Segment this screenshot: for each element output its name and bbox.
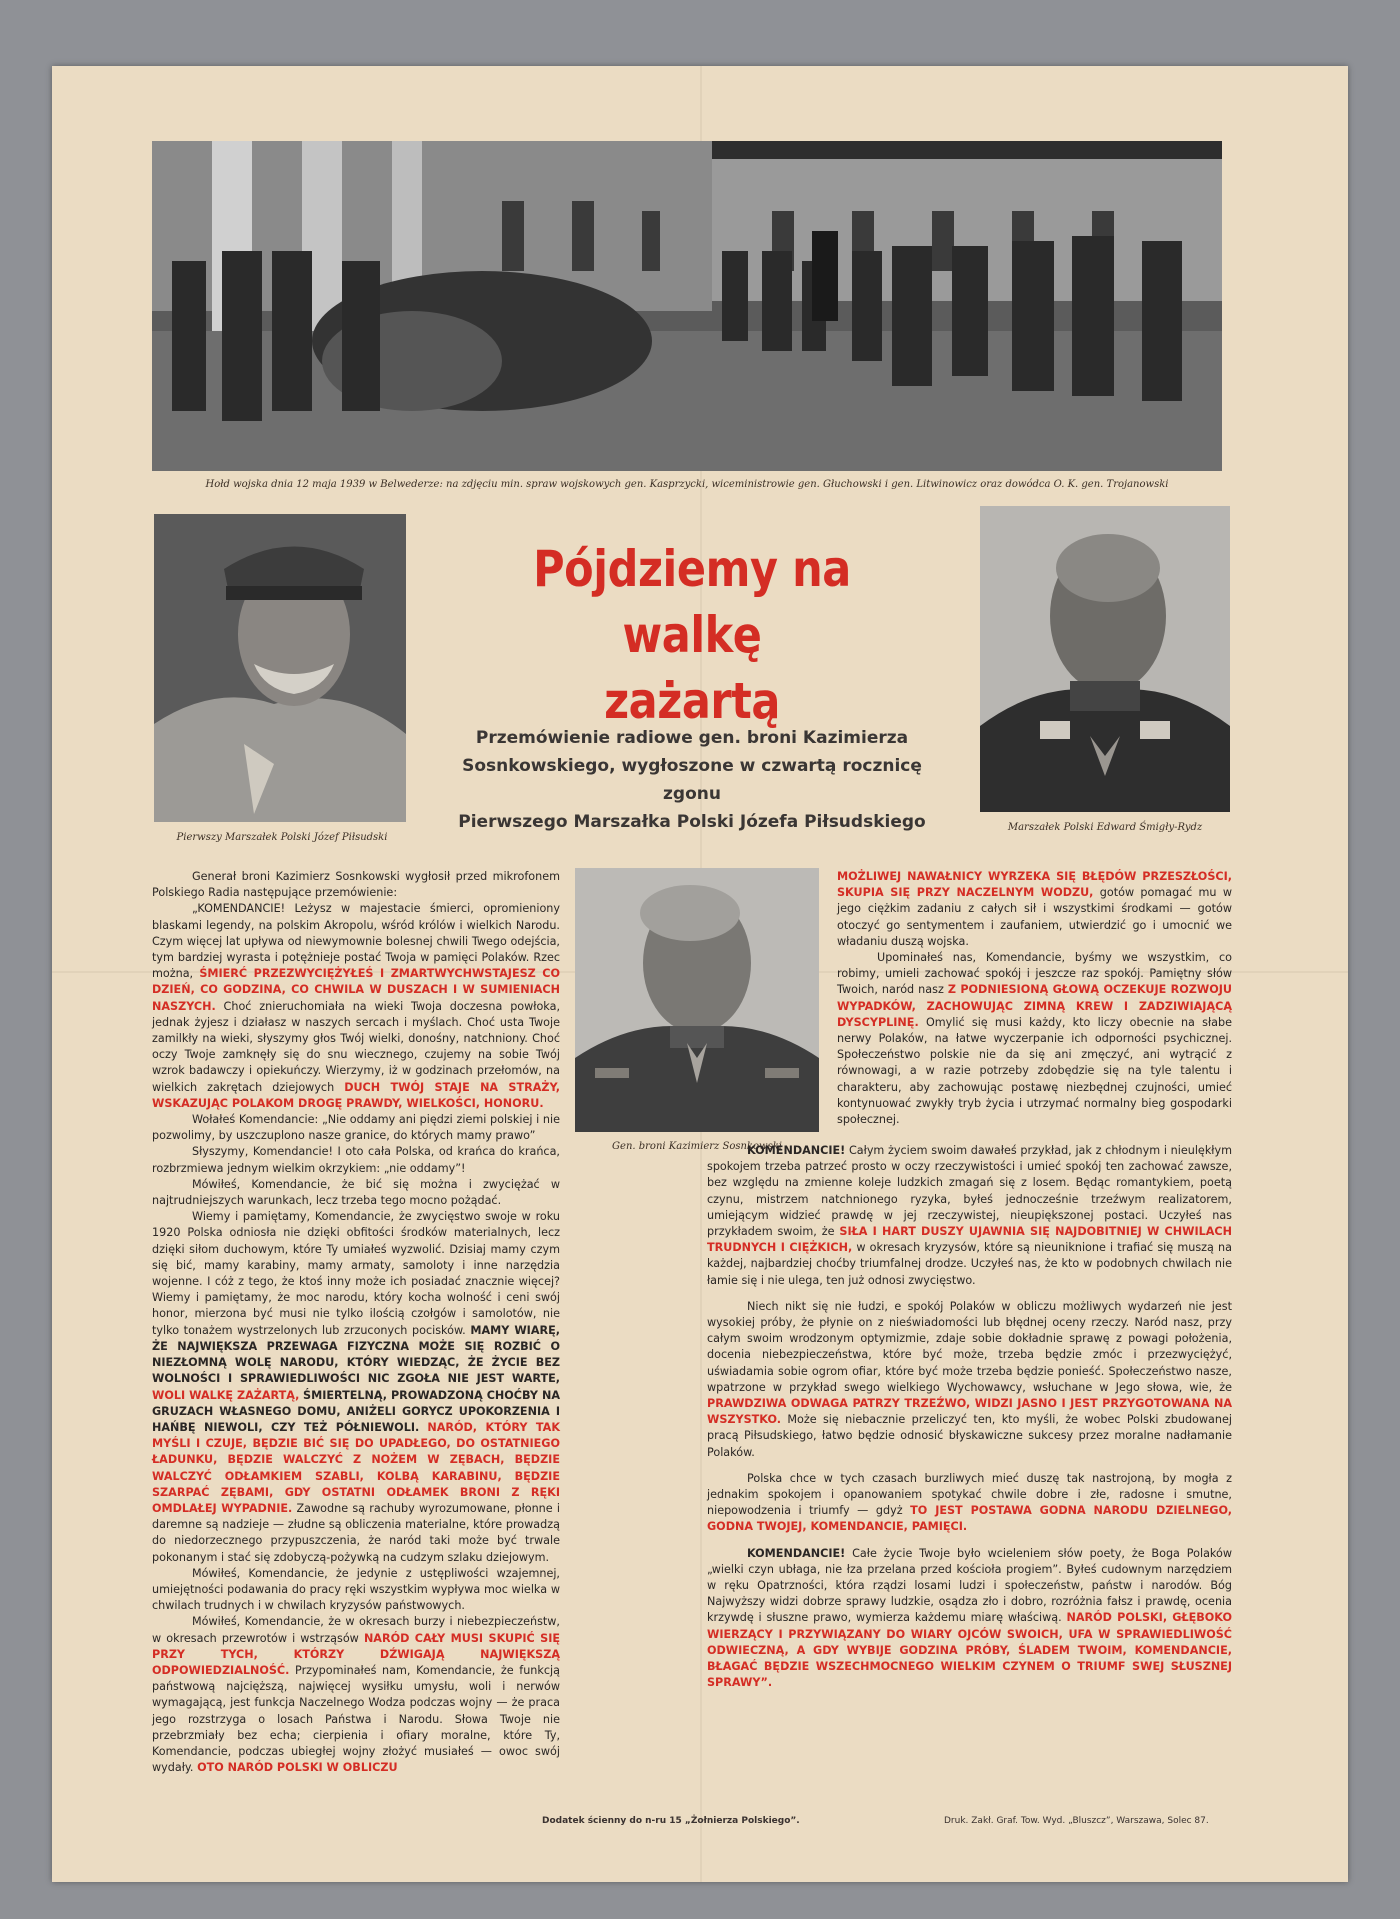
subtitle-line-3: Pierwszego Marszałka Polski Józefa Piłsudskiego	[458, 812, 926, 832]
title-line-1: Pójdziemy na walkę	[533, 540, 851, 664]
poster-title	[468, 536, 915, 734]
speech-highlight: OTO NARÓD POLSKI W OBLICZU	[197, 1761, 398, 1775]
footer-printer-note: Druk. Zakł. Graf. Tow. Wyd. „Bluszcz”, Warszawa, Solec 87.	[944, 1816, 1209, 1826]
speech-paragraph-11	[707, 1299, 1232, 1461]
speech-highlight: TO JEST POSTAWA GODNA NARODU DZIELNEGO, GODNA TWOJEJ, KOMENDANCIE, PAMIĘCI.	[707, 1504, 1232, 1534]
speech-text: „KOMENDANCIE! Leżysz w majestacie śmierci, opromieniony blaskami legendy, na polskim Akropolu, wśród królów i wielkich Narodu. Czym więcej lat upływa od niewymownie bolesnej chwili Twego odejścia, tym bardziej wyrasta i potężnieje postać Twoja w pamięci Polaków. Rzec można,	[152, 902, 560, 981]
pilsudski-portrait	[154, 514, 406, 822]
intro-paragraph	[152, 869, 560, 901]
speech-text: Słyszymy, Komendancie! I oto cała Polska, od krańca do krańca, rozbrzmiewa jednym wielkim okrzykiem: „nie oddamy”!	[152, 1145, 560, 1175]
pilsudski-caption: Pierwszy Marszałek Polski Józef Piłsudski	[176, 832, 388, 843]
speech-paragraph-3	[152, 1144, 560, 1176]
speech-paragraph-2	[152, 1112, 560, 1144]
intro-text: Generał broni Kazimierz Sosnkowski wygłosił przed mikrofonem Polskiego Radia następujące przemówienie:	[152, 870, 560, 900]
speech-text: Mówiłeś, Komendancie, że w okresach burzy i niebezpieczeństw, w okresach przewrotów i wstrząsów	[152, 1615, 560, 1645]
speech-column-right-bottom	[707, 1143, 1232, 1692]
speech-paragraph-13	[707, 1546, 1232, 1692]
ceremony-photo-caption: Hołd wojska dnia 12 maja 1939 w Belwederze: na zdjęciu min. spraw wojskowych gen. Kasprzycki, wiceministrowie gen. Głuchowski i gen. Litwinowicz oraz dowódca O. K. gen. Trojanowski	[205, 479, 1169, 490]
sosnkowski-portrait	[575, 868, 819, 1132]
speech-paragraph-1	[152, 901, 560, 1112]
speech-text: Choć znieruchomiała na wieki Twoja doczesna powłoka, jednak żyjesz i działasz w naszych sercach i myślach. Choć usta Twoje zamilkły na wieki, słyszymy głos Twój wielki, donośny, natchniony. Choć oczy Twoje zamknęły się do snu wiecznego, czujemy na sobie Twój wzrok badawczy i opiekuńczy. Wierzymy, iż w godzinach przełomów, na wielkich zakrętach dziejowych	[152, 999, 561, 1094]
speech-paragraph-12	[707, 1471, 1232, 1536]
smigly-rydz-caption: Marszałek Polski Edward Śmigły-Rydz	[1007, 822, 1203, 833]
speech-bold: KOMENDANCIE!	[747, 1144, 846, 1157]
speech-text: Upominałeś nas, Komendancie, byśmy we wszystkim, co robimy, umieli zachować spokój i jeszcze raz spokój. Pamiętny słów Twoich, naród nasz	[837, 951, 1232, 997]
smigly-rydz-portrait	[980, 506, 1230, 812]
subtitle-line-2: Sosnkowskiego, wygłoszone w czwartą rocznicę zgonu	[462, 756, 922, 804]
speech-highlight: NARÓD, KTÓRY TAK MYŚLI I CZUJE, BĘDZIE BIĆ SIĘ DO UPADŁEGO, DO OSTATNIEGO ŁADUNKU, BĘDZIE WALCZYĆ Z NOŻEM W ZĘBACH, BĘDZIE WALCZYĆ ODŁAMKIEM SZABLI, KOLBĄ KARABINU, BĘDZIE SZARPAĆ ZĘBAMI, GDY OSTATNI ODŁAMEK BRONI Z RĘKI OMDLAŁEJ WYPADNIE.	[152, 1420, 560, 1515]
speech-highlight: Z PODNIESIONĄ GŁOWĄ OCZEKUJE ROZWOJU WYPADKÓW, ZACHOWUJĄC ZIMNĄ KREW I ZADZIWIAJĄCĄ DYSCYPLINĘ.	[837, 983, 1232, 1029]
subtitle-line-1: Przemówienie radiowe gen. broni Kazimierza	[475, 728, 909, 748]
speech-highlight: WOLI WALKĘ ZAŻARTĄ,	[152, 1388, 300, 1402]
speech-paragraph-4	[152, 1177, 560, 1209]
sosnkowski-portrait-graphic	[575, 868, 819, 1132]
speech-text: Może się niebacznie przeliczyć ten, kto myśli, że wobec Polski zbudowanej pracą Piłsudskiego, łatwo będzie odnosić błyskawiczne sukcesy przez moralne nadłamanie Polaków.	[707, 1413, 1232, 1459]
sosnkowski-caption: Gen. broni Kazimierz Sosnkowski	[612, 1141, 782, 1152]
speech-text: Całym życiem swoim dawałeś przykład, jak z chłodnym i nieulękłym spokojem trzeba patrzeć prosto w oczy rzeczywistości i umieć spokój ten zachować zawsze, bez względu na zmienne koleje ludzkich zmagań się z losem. Będąc romantykiem, poetą czynu, mistrzem natchnionego ryzyka, byłeś jednocześnie trzeźwym realizatorem, umiejącym widzieć prawdę w jej rzeczywistej, nieupiększonej postaci. Uczyłeś nas przykładem swoim, że	[707, 1144, 1232, 1239]
speech-highlight: PRAWDZIWA ODWAGA PATRZY TRZEŹWO, WIDZI JASNO I JEST PRZYGOTOWANA NA WSZYSTKO.	[707, 1397, 1232, 1427]
speech-paragraph-7	[152, 1614, 560, 1776]
poster-subtitle	[432, 724, 952, 836]
speech-text: Mówiłeś, Komendancie, że bić się można i zwyciężać w najtrudniejszych warunkach, lecz trzeba tego mocno pożądać.	[152, 1177, 560, 1208]
speech-text: Wołałeś Komendancie: „Nie oddamy ani piędzi ziemi polskiej i nie pozwolimy, by uszczuplono nasze granice, do których mamy prawo”	[152, 1113, 560, 1143]
speech-text: Całe życie Twoje było wcieleniem słów poety, że Boga Polaków „wielki czyn ubłaga, nie łza przelana przed kościoła progiem”. Byłeś cudownym narzędziem w ręku Opatrzności, która rządzi losami ludzi i społeczeństw, państw i narodów. Bóg Najwyższy widzi dobrze sprawy ludzkie, osądza zło i dobro, rozróżnia fałsz i prawdę, ocenia krzywdę i słuszne prawo, wymierza każdemu miarę właściwą.	[707, 1546, 1232, 1625]
speech-bold: ŚMIERTELNĄ, PROWADZONĄ CHOĆBY NA GRUZACH WŁASNEGO DOMU, ANIŻELI GORYCZ UPOKORZENIA I HAŃBĘ NIEWOLI, CZY TEŻ PÓŁNIEWOLI.	[152, 1388, 560, 1434]
title-line-2: zażartą	[604, 672, 780, 730]
speech-text: Przypominałeś nam, Komendancie, że funkcją państwową najcięższą, najwięcej wysiłku umysłu, woli i nerwów wymagającą, jest funkcja Naczelnego Wodza podczas wojny — że praca jego rozstrzyga o losach Państwa i Narodu. Słowa Twoje nie przebrzmiały bez echa; cierpienia i ofiary moralne, które Ty, Komendancie, podczas ubiegłej wojny złożyć musiałeś — owoc swój wydały.	[152, 1663, 560, 1775]
pilsudski-portrait-graphic	[154, 514, 406, 822]
speech-text: Polska chce w tych czasach burzliwych mieć duszę tak nastrojoną, by mogła z jednakim spokojem i opanowaniem spotykać chwile dobre i złe, radosne i smutne, niepowodzenia i triumfy — gdyż	[707, 1471, 1232, 1518]
speech-text: Omylić się musi każdy, kto liczy obecnie na słabe nerwy Polaków, na łatwe wyczerpanie ich odporności psychicznej. Społeczeństwo polskie nie da się ani zmęczyć, ani wytrącić z równowagi, a w razie potrzeby zdobędzie się na tyle talentu i charakteru, aby zachowując postawę niezbędnej czujności, umieć kontynuować zwykły tryb życia i utrzymać normalny bieg gospodarki społecznej.	[837, 1015, 1232, 1127]
ceremony-photo	[152, 141, 1222, 471]
footer-supplement-note: Dodatek ścienny do n-ru 15 „Żołnierza Polskiego”.	[542, 1816, 800, 1826]
speech-paragraph-10	[707, 1143, 1232, 1289]
speech-text: Mówiłeś, Komendancie, że jedynie z ustępliwości wzajemnej, umiejętności podawania do pracy ręki wszystkim wypływa moc wielka w chwilach trudnych i w chwilach kryzysów państwowych.	[152, 1566, 560, 1613]
speech-bold: MAMY WIARĘ, ŻE NAJWIĘKSZA PRZEWAGA FIZYCZNA MOŻE SIĘ ROZBIĆ O NIEZŁOMNĄ WOLĘ NARODU, KTÓRY WIEDZĄC, ŻE ŻYCIE BEZ WOLNOŚCI I SPRAWIEDLIWOŚCI NIC ZGOŁA NIE JEST WARTE,	[152, 1323, 561, 1386]
speech-paragraph-6	[152, 1566, 560, 1615]
speech-column-left	[152, 869, 560, 1776]
smigly-rydz-portrait-graphic	[980, 506, 1230, 812]
speech-text: gotów pomagać mu w jego ciężkim zadaniu z całych sił i wszystkimi środkami — gotów otoczyć go sentymentem i zaufaniem, utwierdzić go i umocnić we władaniu duszą wojska.	[837, 886, 1232, 948]
speech-text: Zawodne są rachuby wyrozumowane, płonne i daremne są nadzieje — złudne są obliczenia materialne, które prowadzą do niedorzecznego przypuszczenia, że naród taki może być trwale pokonanym i stać się zdobyczą-pożywką na cudzym szlaku dziejowym.	[152, 1501, 561, 1564]
speech-highlight: ŚMIERĆ PRZEZWYCIĘŻYŁEŚ I ZMARTWYCHWSTAJESZ CO DZIEŃ, CO GODZINA, CO CHWILA W DUSZACH I W SUMIENIACH NASZYCH.	[152, 967, 560, 1013]
speech-highlight: MOŻLIWEJ NAWAŁNICY WYRZEKA SIĘ BŁĘDÓW PRZESZŁOŚCI, SKUPIA SIĘ PRZY NACZELNYM WODZU,	[837, 870, 1232, 900]
speech-text: Wiemy i pamiętamy, Komendancie, że zwycięstwo swoje w roku 1920 Polska odniosła nie dzięki obfitości środków materialnych, lecz dzięki siłom duchowym, które Ty umiałeś wyzwolić. Dzisiaj mamy czym się bić, mamy karabiny, mamy armaty, samoloty i inne narzędzia wojenne. I cóż z tego, że ktoś inny może ich posiadać znacznie więcej? Wiemy i pamiętamy, że moc narodu, który kocha wolność i ceni swój honor, mierzona być musi nie tylko ilością czołgów i samolotów, nie tylko tonażem wystrzelonych lub zrzuconych pocisków.	[152, 1210, 560, 1337]
speech-bold: KOMENDANCIE!	[747, 1546, 846, 1560]
speech-paragraph-9	[837, 950, 1232, 1128]
speech-highlight: NARÓD POLSKI, GŁĘBOKO WIERZĄCY I PRZYWIĄZANY DO WIARY OJCÓW SWOICH, UFA W SPRAWIEDLIWOŚĆ ODWIECZNĄ, A GDY WYBIJE GODZINA PRÓBY, ŚLADEM TWOIM, KOMENDANCIE, BŁAGAĆ BĘDZIE WSZECHMOCNEGO WIELKIM CZYNEM O TRIUMF SWEJ SŁUSZNEJ SPRAWY”.	[707, 1611, 1232, 1690]
speech-highlight: DUCH TWÓJ STAJE NA STRAŻY, WSKAZUJĄC POLAKOM DROGĘ PRAWDY, WIELKOŚCI, HONORU.	[152, 1080, 560, 1110]
speech-text: w okresach kryzysów, które są nieuniknione i trafiać się muszą na każdej, najbardziej choćby triumfalnej drodze. Uczyłeś nas, że kto w podobnych chwilach nie łamie się i nie ulega, ten już odnosi zwycięstwo.	[707, 1241, 1232, 1287]
speech-text: Niech nikt się nie łudzi, e spokój Polaków w obliczu możliwych wydarzeń nie jest wysokiej próby, że płynie on z nieświadomości lub błędnej oceny rzeczy. Naród nasz, przy całym swoim wrodzonym optymizmie, zdaje sobie dokładnie sprawę z powagi położenia, docenia niebezpieczeństwa, które być może, trzeba będzie zmóc i przezwyciężyć, uświadamia sobie ogrom ofiar, które być może trzeba będzie ponieść. Społeczeństwo nasze, wpatrzone w przykład swego wielkiego Wychowawcy, wsłuchane w Jego słowa, wie, że	[707, 1299, 1232, 1394]
speech-highlight: SIŁA I HART DUSZY UJAWNIA SIĘ NAJDOBITNIEJ W CHWILACH TRUDNYCH I CIĘŻKICH,	[707, 1225, 1232, 1255]
poster-sheet	[52, 66, 1348, 1882]
ceremony-photo-graphic	[152, 141, 1222, 471]
speech-paragraph-8	[837, 869, 1232, 950]
speech-highlight: NARÓD CAŁY MUSI SKUPIĆ SIĘ PRZY TYCH, KTÓRZY DŹWIGAJĄ NAJWIĘKSZĄ ODPOWIEDZIALNOŚĆ.	[152, 1631, 560, 1677]
speech-column-right-top	[837, 869, 1232, 1128]
speech-paragraph-5	[152, 1209, 560, 1565]
